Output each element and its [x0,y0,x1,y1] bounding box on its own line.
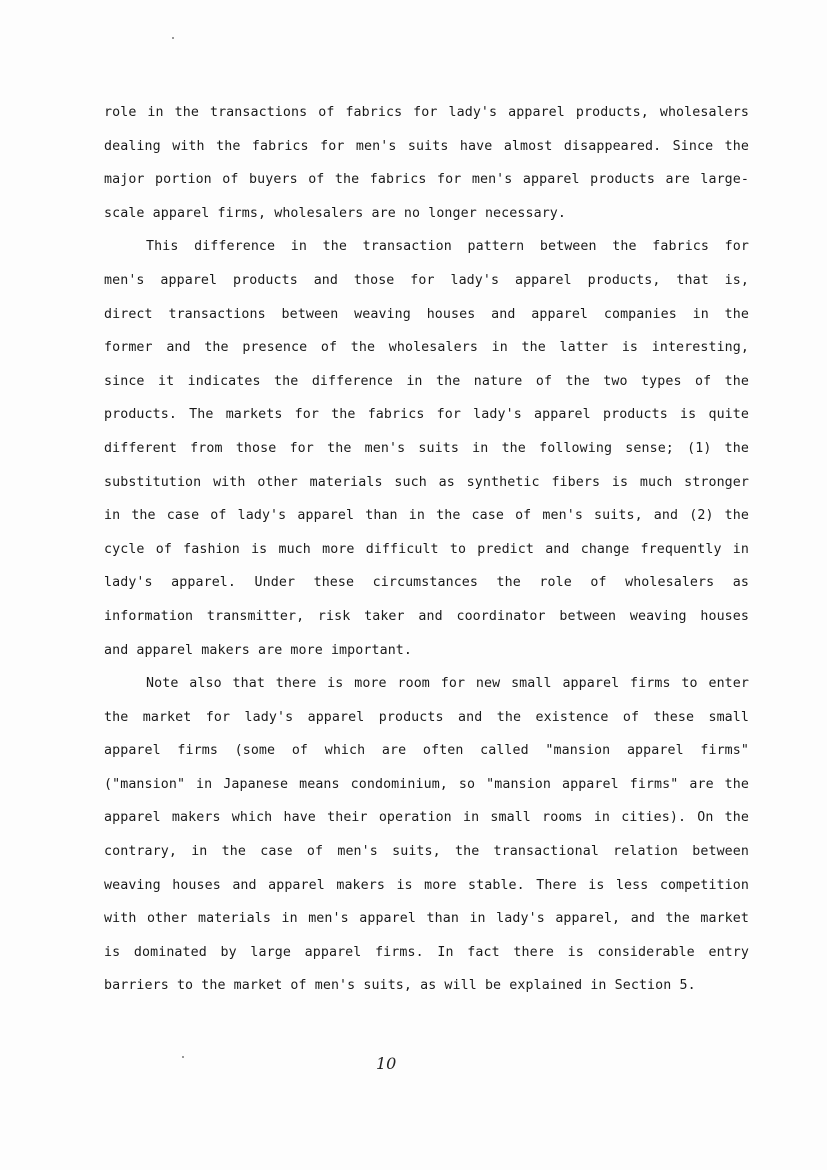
text-line: former and the presence of the wholesalers in the latter is interesting, [104,340,749,356]
page-number: 10 [376,1054,397,1073]
text-line: direct transactions between weaving houses and apparel companies in the [104,306,749,322]
text-line: dealing with the fabrics for men's suits have almost disappeared. Since the [104,138,749,154]
paragraph-1 [104,96,749,230]
text-line: scale apparel firms, wholesalers are no longer necessary. [104,205,567,221]
text-line: weaving houses and apparel makers is more stable. There is less competition [104,877,749,893]
text-line: apparel firms (some of which are often called "mansion apparel firms" [104,743,749,759]
text-line: men's apparel products and those for lady's apparel products, that is, [104,272,749,288]
text-line: apparel makers which have their operation in small rooms in cities). On the [104,810,749,826]
text-line: and apparel makers are more important. [104,642,413,658]
scan-speck [182,1056,184,1058]
body-text [104,96,749,1003]
text-line: This difference in the transaction pattern between the fabrics for [146,239,749,255]
text-line: major portion of buyers of the fabrics for men's apparel products are large- [104,172,749,188]
text-line: different from those for the men's suits in the following sense; (1) the [104,440,749,456]
text-line: the market for lady's apparel products and the existence of these small [104,709,749,725]
paragraph-2 [104,230,749,667]
text-line: barriers to the market of men's suits, as will be explained in Section 5. [104,978,696,994]
text-line: substitution with other materials such as synthetic fibers is much stronger [104,474,749,490]
text-line: ("mansion" in Japanese means condominium, so "mansion apparel firms" are the [104,776,749,792]
paragraph-3 [104,667,749,1003]
text-line: since it indicates the difference in the nature of the two types of the [104,373,749,389]
text-line: role in the transactions of fabrics for lady's apparel products, wholesalers [104,105,749,120]
text-line: lady's apparel. Under these circumstances the role of wholesalers as [104,575,749,591]
text-line: contrary, in the case of men's suits, the transactional relation between [104,844,749,860]
text-line: Note also that there is more room for new small apparel firms to enter [146,676,749,692]
text-line: is dominated by large apparel firms. In fact there is considerable entry [104,944,749,960]
text-line: with other materials in men's apparel than in lady's apparel, and the market [104,911,749,927]
scan-speck [172,37,174,39]
text-line: cycle of fashion is much more difficult to predict and change frequently in [104,541,749,557]
text-line: in the case of lady's apparel than in the case of men's suits, and (2) the [104,508,749,524]
text-line: information transmitter, risk taker and coordinator between weaving houses [104,608,749,624]
text-line: products. The markets for the fabrics for lady's apparel products is quite [104,407,749,423]
